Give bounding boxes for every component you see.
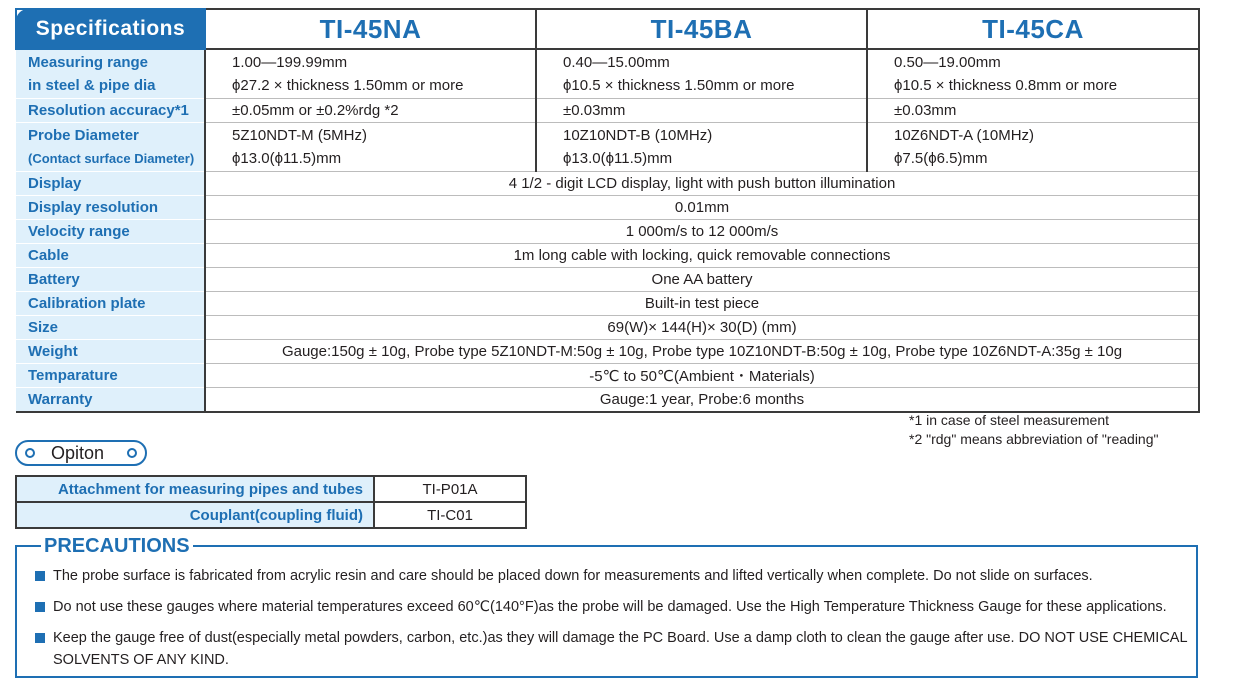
value-calibration-plate: Built-in test piece <box>205 292 1199 316</box>
value-line: 0.40—15.00mm <box>563 54 670 71</box>
value-temperature: -5℃ to 50℃(Ambient・Materials) <box>205 364 1199 388</box>
circle-icon <box>127 448 137 458</box>
option-label-couplant: Couplant(coupling fluid) <box>16 502 374 528</box>
precaution-item <box>35 627 1190 671</box>
spec-header-row <box>16 9 1199 49</box>
circle-icon <box>25 448 35 458</box>
value-line: 0.50—19.00mm <box>894 54 1001 71</box>
value-line: ϕ13.0(ϕ11.5)mm <box>563 150 673 167</box>
row-measuring-range <box>16 49 1199 99</box>
option-value-couplant: TI-C01 <box>374 502 526 528</box>
precaution-item <box>35 565 1190 587</box>
precautions-title: PRECAUTIONS <box>41 535 193 557</box>
value-battery: One AA battery <box>205 268 1199 292</box>
value-size: 69(W)× 144(H)× 30(D) (mm) <box>205 316 1199 340</box>
footnote-2: *2 "rdg" means abbreviation of "reading" <box>909 431 1159 447</box>
value-line: ϕ27.2 × thickness 1.50mm or more <box>232 77 464 94</box>
footnote-1: *1 in case of steel measurement <box>909 412 1109 428</box>
row-display-resolution <box>16 196 1199 220</box>
value-cable: 1m long cable with locking, quick removable connections <box>205 244 1199 268</box>
value-line: 10Z6NDT-A (10MHz) <box>894 127 1035 144</box>
row-cable <box>16 244 1199 268</box>
value-probe-ca <box>867 123 1199 172</box>
option-title: Opiton <box>51 443 105 463</box>
square-bullet-icon <box>35 633 45 643</box>
value-warranty: Gauge:1 year, Probe:6 months <box>205 388 1199 413</box>
value-measuring-range-ba <box>536 49 867 99</box>
value-line: ϕ7.5(ϕ6.5)mm <box>894 150 988 167</box>
value-resolution-na: ±0.05mm or ±0.2%rdg *2 <box>205 99 536 123</box>
row-display <box>16 172 1199 196</box>
value-resolution-ca: ±0.03mm <box>867 99 1199 123</box>
specifications-table <box>15 8 1200 413</box>
label-probe-diameter <box>16 123 205 172</box>
label-size: Size <box>16 316 205 340</box>
model-ti-45na: TI-45NA <box>205 9 536 49</box>
value-line: 10Z10NDT-B (10MHz) <box>563 127 713 144</box>
row-probe-diameter <box>16 123 1199 172</box>
label-display: Display <box>16 172 205 196</box>
value-line: ϕ10.5 × thickness 0.8mm or more <box>894 77 1118 94</box>
value-line: 5Z10NDT-M (5MHz) <box>232 127 368 144</box>
value-line: 1.00—199.99mm <box>232 54 348 71</box>
option-row <box>16 476 526 502</box>
label-line: in steel & pipe dia <box>28 77 156 94</box>
label-line: Probe Diameter <box>28 127 139 144</box>
label-measuring-range <box>16 49 205 99</box>
value-weight: Gauge:150g ± 10g, Probe type 5Z10NDT-M:50g ± 10g, Probe type 10Z10NDT-B:50g ± 10g, Probe type 10Z6NDT-A:35g ± 10g <box>205 340 1199 364</box>
value-resolution-ba: ±0.03mm <box>536 99 867 123</box>
row-velocity-range <box>16 220 1199 244</box>
value-display-resolution: 0.01mm <box>205 196 1199 220</box>
option-title-pill <box>15 440 147 466</box>
label-warranty: Warranty <box>16 388 205 413</box>
value-measuring-range-ca <box>867 49 1199 99</box>
row-resolution-accuracy <box>16 99 1199 123</box>
square-bullet-icon <box>35 602 45 612</box>
label-display-resolution: Display resolution <box>16 196 205 220</box>
value-display: 4 1/2 - digit LCD display, light with push button illumination <box>205 172 1199 196</box>
row-calibration-plate <box>16 292 1199 316</box>
label-calibration-plate: Calibration plate <box>16 292 205 316</box>
row-size <box>16 316 1199 340</box>
label-resolution-accuracy: Resolution accuracy*1 <box>16 99 205 123</box>
value-probe-ba <box>536 123 867 172</box>
model-ti-45ba: TI-45BA <box>536 9 867 49</box>
model-ti-45ca: TI-45CA <box>867 9 1199 49</box>
precaution-text: The probe surface is fabricated from acrylic resin and care should be placed down for measurements and lifted vertically when complete. Do not slide on surfaces. <box>53 568 1093 584</box>
row-warranty <box>16 388 1199 413</box>
square-bullet-icon <box>35 571 45 581</box>
precaution-text: Keep the gauge free of dust(especially metal powders, carbon, etc.)as they will damage the PC Board. Use a damp cloth to clean the gauge after use. DO NOT USE CHEMICAL SOLVENTS OF ANY KIND. <box>53 630 1187 668</box>
value-measuring-range-na <box>205 49 536 99</box>
value-line: ϕ13.0(ϕ11.5)mm <box>232 150 342 167</box>
precaution-text: Do not use these gauges where material temperatures exceed 60℃(140°F)as the probe will be damaged. Use the High Temperature Thickness Gauge for these applications. <box>53 599 1167 615</box>
value-line: ϕ10.5 × thickness 1.50mm or more <box>563 77 795 94</box>
label-battery: Battery <box>16 268 205 292</box>
label-line: Measuring range <box>28 54 149 71</box>
label-temperature: Temparature <box>16 364 205 388</box>
row-weight <box>16 340 1199 364</box>
label-weight: Weight <box>16 340 205 364</box>
precaution-item <box>35 596 1190 618</box>
value-velocity-range: 1 000m/s to 12 000m/s <box>205 220 1199 244</box>
row-temperature <box>16 364 1199 388</box>
precautions-list <box>35 565 1190 680</box>
precautions-box <box>15 535 1198 678</box>
option-label-attachment: Attachment for measuring pipes and tubes <box>16 476 374 502</box>
label-cable: Cable <box>16 244 205 268</box>
value-probe-na <box>205 123 536 172</box>
label-velocity-range: Velocity range <box>16 220 205 244</box>
specifications-header: Specifications <box>16 9 205 49</box>
option-table <box>15 475 527 529</box>
option-row <box>16 502 526 528</box>
row-battery <box>16 268 1199 292</box>
label-line: (Contact surface Diameter) <box>28 151 195 166</box>
option-value-attachment: TI-P01A <box>374 476 526 502</box>
